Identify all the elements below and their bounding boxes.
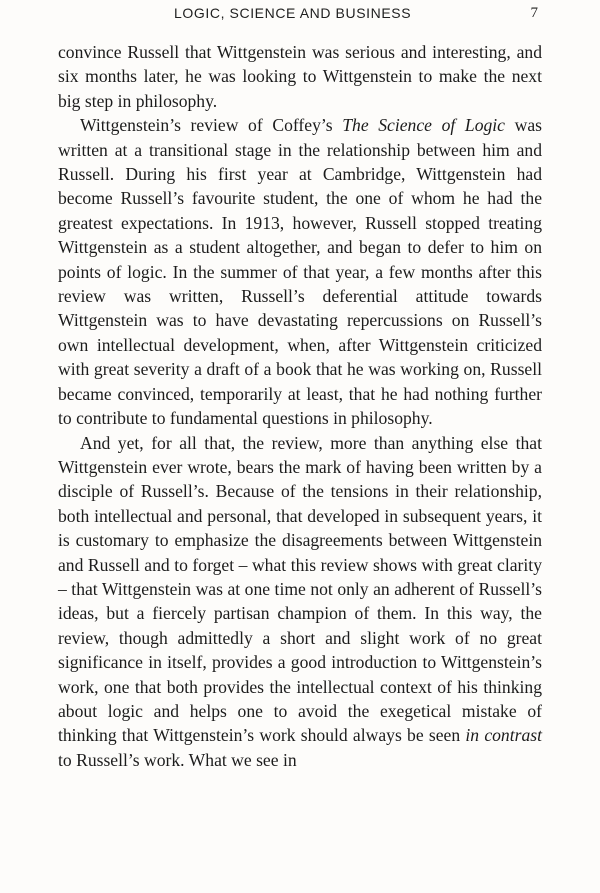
paragraph-review-context [58,113,542,430]
page-number: 7 [530,5,538,21]
paragraph-text: was written at a transitional stage in the relationship between him and Russell. During his first year at Cambridge, Wittgenstein had become Russell’s favourite student, the one of whom he had the greatest expectations. In 1913, however, Russell stopped treating Wittgenstein as a student altogether, and began to defer to him on points of logic. In the summer of that year, a few months after this review was written, Russell’s deferential attitude towards Wittgenstein was to have devastating repercussions on Russell’s own intellectual development, when, after Wittgenstein criticized with great severity a draft of a book that he was working on, Russell became convinced, temporarily at least, that he had nothing further to contribute to fundamental questions in philosophy. [58,115,542,429]
paragraph-text: Wittgenstein’s review of Coffey’s [80,115,343,136]
emphasis-italic: in contrast [465,725,542,746]
body-text [58,40,542,772]
paragraph-text: convince Russell that Wittgenstein was serious and interesting, and six months later, he was looking to Wittgenstein to make the next big step in philosophy. [58,42,542,111]
paragraph-text: to Russell’s work. What we see in [58,749,297,770]
running-title: LOGIC, SCIENCE AND BUSINESS [174,5,412,21]
book-title-italic: The Science of Logic [342,115,505,136]
running-head [58,5,538,25]
paragraph-disciple [58,431,542,773]
paragraph-text: And yet, for all that, the review, more than anything else that Wittgenstein ever wrote, bears the mark of having been written by a disciple of Russell’s. Because of the tensions in their relationship, both intellectual and personal, that developed in subsequent years, it is customary to emphasize the disagreements between Wittgenstein and Russell and to forget – what this review shows with great clarity – that Wittgenstein was at one time not only an adherent of Russell’s ideas, but a fiercely partisan champion of them. In this way, the review, though admittedly a short and slight work of no great significance in itself, provides a good introduction to Wittgenstein’s work, one that both provides the intellectual context of his thinking about logic and helps one to avoid the exegetical mistake of thinking that Wittgenstein’s work should always be seen [58,432,542,746]
paragraph-continuation [58,40,542,113]
